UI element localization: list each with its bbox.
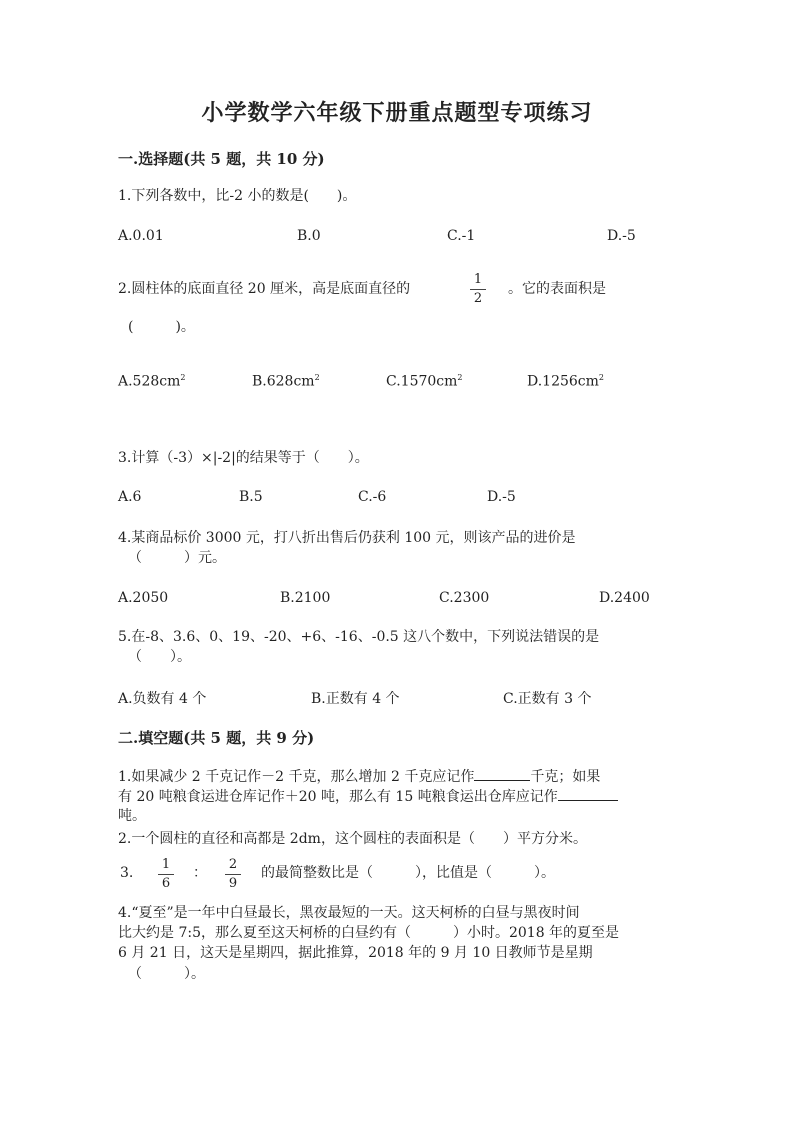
- fill-question-1-line2: 有 20 吨粮食运进仓库记作＋20 吨，那么有 15 吨粮食运出仓库应记作: [118, 786, 618, 807]
- ratio-colon: ：: [193, 865, 207, 881]
- fraction-numerator: 1: [473, 272, 483, 287]
- q3-option-b: B.5: [239, 489, 263, 505]
- fill-question-2: 2.一个圆柱的直径和高都是 2dm，这个圆柱的表面积是（ ）平方分米。: [118, 831, 587, 847]
- fill-question-4-line2: 比大约是 7:5，那么夏至这天柯桥的白昼约有（ ）小时。2018 年的夏至是: [118, 925, 620, 941]
- fraction-denominator: 9: [228, 876, 238, 891]
- q4-option-b: B.2100: [280, 590, 331, 606]
- question-5-stem: 5.在-8、3.6、0、19、-20、+6、-16、-0.5 这八个数中，下列说法错误的是: [118, 629, 600, 645]
- q5-option-c: C.正数有 3 个: [503, 691, 592, 707]
- q5-option-a: A.负数有 4 个: [118, 691, 207, 707]
- fraction-two-ninths: [224, 857, 242, 892]
- q1-option-b: B.0: [297, 228, 321, 244]
- fraction-denominator: 6: [161, 876, 171, 891]
- fraction-bar: [470, 289, 486, 290]
- section-heading-fill: 二.填空题(共 5 题，共 9 分): [118, 729, 315, 747]
- question-3-stem: 3.计算（-3）×|-2|的结果等于（ ）。: [118, 450, 369, 466]
- q1-option-d: D.-5: [607, 228, 636, 244]
- q2-option-c: $C.1570cm^2$: [386, 373, 463, 390]
- fraction-one-sixth: [157, 857, 175, 892]
- q3-option-d: D.-5: [487, 489, 516, 505]
- fill-question-3-number: 3.: [120, 865, 134, 881]
- fill-question-4-line4: （ ）。: [128, 966, 205, 982]
- fraction-denominator: 2: [473, 291, 483, 306]
- fill-question-1-line1: 1.如果减少 2 千克记作－2 千克，那么增加 2 千克应记作 千克；如果: [118, 766, 600, 787]
- q4-option-d: D.2400: [599, 590, 650, 606]
- section-heading-choice: 一.选择题(共 5 题，共 10 分): [118, 150, 325, 168]
- page-title: 小学数学六年级下册重点题型专项练习: [201, 100, 593, 126]
- q4-option-c: C.2300: [439, 590, 490, 606]
- question-2-stem-tail: 。它的表面积是: [508, 281, 606, 297]
- question-2-stem: 2.圆柱体的底面直径 20 厘米，高是底面直径的: [118, 281, 411, 297]
- fraction-bar: [158, 874, 174, 875]
- question-5-blank: （ ）。: [128, 649, 191, 665]
- q1-option-c: C.-1: [447, 228, 476, 244]
- fraction-bar: [225, 874, 241, 875]
- fill-blank: [474, 766, 530, 781]
- question-2-blank: ( )。: [128, 319, 195, 335]
- question-1-stem: 1.下列各数中，比-2 小的数是( )。: [118, 188, 357, 204]
- fill-question-4-line3: 6 月 21 日，这天是星期四，据此推算，2018 年的 9 月 10 日教师节是星期: [118, 945, 593, 961]
- q2-option-b: $B.628cm^2$: [252, 373, 320, 390]
- fill-question-4-line1: 4.“夏至”是一年中白昼最长，黑夜最短的一天。这天柯桥的白昼与黑夜时间: [118, 905, 580, 921]
- fraction-numerator: 2: [228, 857, 238, 872]
- fraction-one-half: [469, 272, 487, 307]
- fill-blank: [558, 786, 618, 801]
- question-4-blank: （ ）元。: [128, 550, 226, 566]
- q2-option-a: $A.528cm^2$: [118, 373, 186, 390]
- q4-option-a: A.2050: [118, 590, 169, 606]
- q1-option-a: A.0.01: [118, 228, 164, 244]
- q2-option-d: $D.1256cm^2$: [527, 373, 605, 390]
- question-4-stem: 4.某商品标价 3000 元，打八折出售后仍获利 100 元，则该产品的进价是: [118, 530, 576, 546]
- fraction-numerator: 1: [161, 857, 171, 872]
- fill-question-1-line3: 吨。: [118, 808, 146, 824]
- fill-question-3-stem: 的最简整数比是（ ），比值是（ ）。: [261, 865, 555, 881]
- q3-option-a: A.6: [118, 489, 142, 505]
- q5-option-b: B.正数有 4 个: [311, 691, 400, 707]
- q3-option-c: C.-6: [358, 489, 387, 505]
